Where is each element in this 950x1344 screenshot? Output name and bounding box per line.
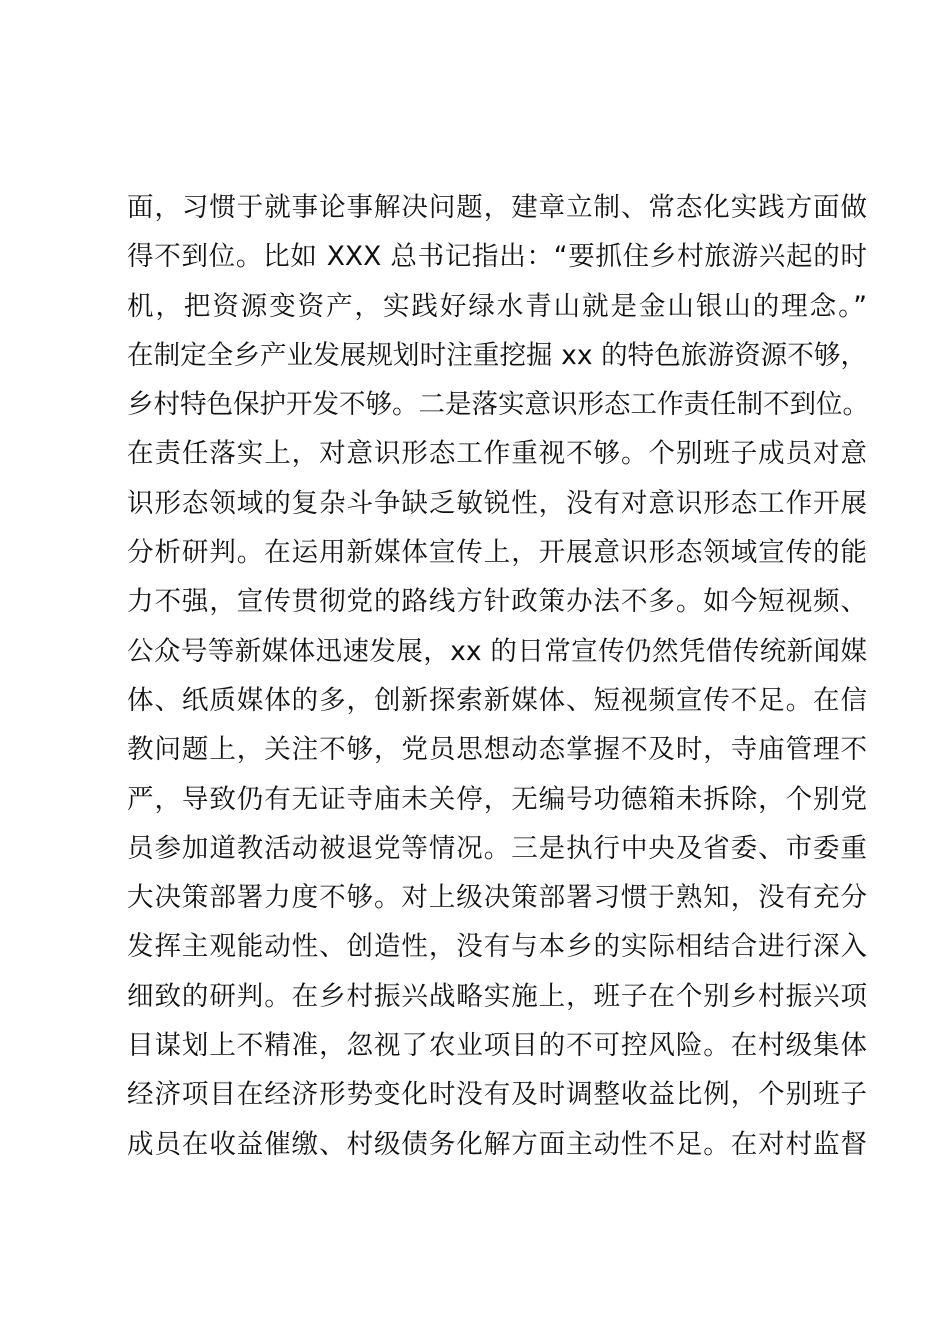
body-text [127,183,867,1169]
text-line: 员参加道教活动被退党等情况。三是执行中央及省委、市委重 [127,832,867,864]
text-line: 经济项目在经济形势变化时没有及时调整收益比例，个别班子 [127,1079,867,1111]
text-line: 公众号等新媒体迅速发展，xx 的日常宣传仍然凭借传统新闻媒 [127,635,867,667]
text-line: 乡村特色保护开发不够。二是落实意识形态工作责任制不到位。 [127,389,869,421]
text-line: 在责任落实上，对意识形态工作重视不够。个别班子成员对意 [127,438,867,470]
text-line: 体、纸质媒体的多，创新探索新媒体、短视频宣传不足。在信 [127,684,867,716]
text-line: 发挥主观能动性、创造性，没有与本乡的实际相结合进行深入 [127,931,867,963]
text-line: 机，把资源变资产，实践好绿水青山就是金山银山的理念。” [127,290,867,322]
text-line: 面，习惯于就事论事解决问题，建章立制、常态化实践方面做 [127,192,867,223]
text-line: 识形态领域的复杂斗争缺乏敏锐性，没有对意识形态工作开展 [127,487,867,519]
text-line: 严，导致仍有无证寺庙未关停，无编号功德箱未拆除，个别党 [127,783,867,815]
text-line: 成员在收益催缴、村级债务化解方面主动性不足。在对村监督 [127,1128,867,1160]
text-line: 在制定全乡产业发展规划时注重挖掘 xx 的特色旅游资源不够， [127,339,867,371]
text-line: 分析研判。在运用新媒体宣传上，开展意识形态领域宣传的能 [127,537,867,569]
text-line: 细致的研判。在乡村振兴战略实施上，班子在个别乡村振兴项 [127,980,867,1012]
text-line: 力不强，宣传贯彻党的路线方针政策办法不多。如今短视频、 [127,586,867,618]
text-line: 得不到位。比如 XXX 总书记指出：“要抓住乡村旅游兴起的时 [127,241,867,273]
text-line: 目谋划上不精准，忽视了农业项目的不可控风险。在村级集体 [127,1030,867,1062]
text-line: 大决策部署力度不够。对上级决策部署习惯于熟知，没有充分 [127,882,867,914]
text-line: 教问题上，关注不够，党员思想动态掌握不及时，寺庙管理不 [127,734,867,766]
